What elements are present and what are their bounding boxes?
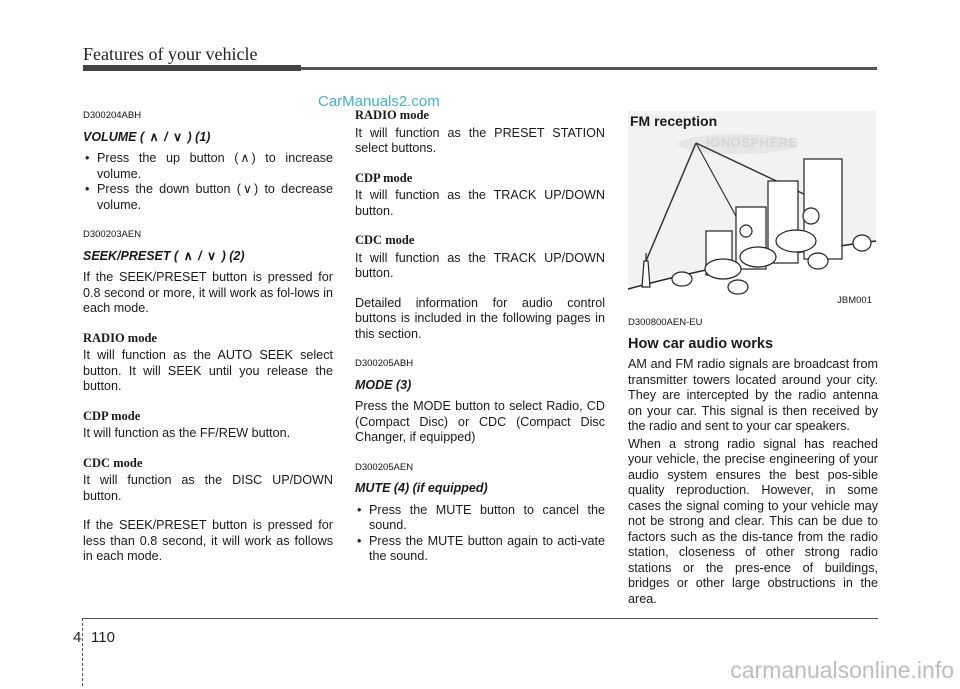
mode-heading: CDP mode [355,170,413,185]
volume-heading [83,130,333,146]
paragraph: If the SEEK/PRESET button is pressed for 0.8 second or more, it will work as fol-lows in each mode. [83,270,333,315]
figure-title: FM reception [630,113,718,129]
mute-heading: MUTE (4) (if equipped) [355,481,488,495]
list-item-text: Press the down button ( [97,182,241,196]
figure-id: JBM001 [837,294,872,306]
list-item: • Press the MUTE button to cancel the sound. [355,503,605,534]
mute-list [355,503,605,565]
list-item-text: Press the up button ( [97,151,239,165]
paragraph: It will function as the DISC UP/DOWN button. [83,473,333,503]
section-code: D300205ABH [355,358,414,369]
list-item [83,151,333,182]
section-code: D300205AEN [355,461,414,473]
figure-label-ionosphere: IONOSPHERE [706,135,798,150]
heading-separator: / [164,129,168,144]
header-rule-accent [83,65,301,71]
section-number: 4 [73,629,82,646]
heading-text: ) (1) [187,129,211,144]
paragraph: It will function as the TRACK UP/DOWN button. [355,250,605,280]
mode-heading: CDC mode [355,233,415,247]
down-arrow-icon: ∨ [207,248,217,263]
mode-section-heading: MODE (3) [355,377,412,392]
heading-text: VOLUME ( [83,129,145,144]
section-code: D300203AEN [83,229,142,240]
paragraph: If the SEEK/PRESET button is pressed for less than 0.8 second, it will work as follows in each mode. [83,518,333,563]
fm-reception-figure [628,111,876,311]
up-arrow-icon: ∧ [240,151,250,165]
up-arrow-icon: ∧ [149,129,159,144]
mode-heading: RADIO mode [355,108,429,122]
down-arrow-icon: ∨ [172,129,183,144]
paragraph: AM and FM radio signals are broadcast from transmitter towers located around your city. They are intercepted by the radio antenna on your car. This signal is then received by the radio and sent to your car speakers. [628,357,878,433]
down-arrow-icon: ∨ [242,182,253,196]
paragraph: It will function as the AUTO SEEK select button. It will SEEK until you release the button. [83,348,333,393]
section-code: D300800AEN-EU [628,317,703,328]
paragraph: Detailed information for audio control buttons is included in the following pages in this section. [355,295,605,341]
list-item-text: ) to decrease volume. [97,182,333,212]
heading-text: SEEK/PRESET ( [83,248,179,263]
paragraph: Press the MODE button to select Radio, CD (Compact Disc) or CDC (Compact Disc Changer, if equipped) [355,399,605,444]
mode-heading: CDC mode [83,455,143,470]
volume-list [83,151,333,213]
mode-heading: CDP mode [83,408,141,423]
column-2 [355,108,605,579]
page-number: 110 [91,629,115,646]
paragraph: It will function as the FF/REW button. [83,426,291,440]
section-heading: How car audio works [628,335,774,352]
section-code: D300204ABH [83,110,142,121]
column-1 [83,108,333,579]
page-header-title: Features of your vehicle [83,44,258,64]
heading-separator: / [198,248,202,263]
footer-divider [82,618,84,686]
footer-rule [82,618,878,619]
column-3 [628,111,878,621]
up-arrow-icon: ∧ [183,248,193,263]
paragraph: It will function as the PRESET STATION select buttons. [355,125,605,155]
mode-heading: RADIO mode [83,330,157,345]
list-item-text: ) to increase volume. [97,151,333,181]
list-item: • Press the MUTE button again to acti-vate the sound. [355,534,605,565]
paragraph: When a strong radio signal has reached your vehicle, the precise engineering of your audio system ensures the best pos-sible quality reproduction. However, in some cases the signal coming to your vehicle may not be strong and clear. This can be due to factors such as the dis-tance from the radio station, closeness of other strong radio stations or the pres-ence of buildings, bridges or other large obstructions in the area. [628,436,878,606]
heading-text: ) (2) [221,248,245,263]
watermark-top: CarManuals2.com [318,93,440,110]
paragraph: It will function as the TRACK UP/DOWN button. [355,188,605,218]
watermark-bottom: carmanualsonline.info [730,657,954,683]
list-item [83,182,333,213]
seek-heading [83,249,333,265]
